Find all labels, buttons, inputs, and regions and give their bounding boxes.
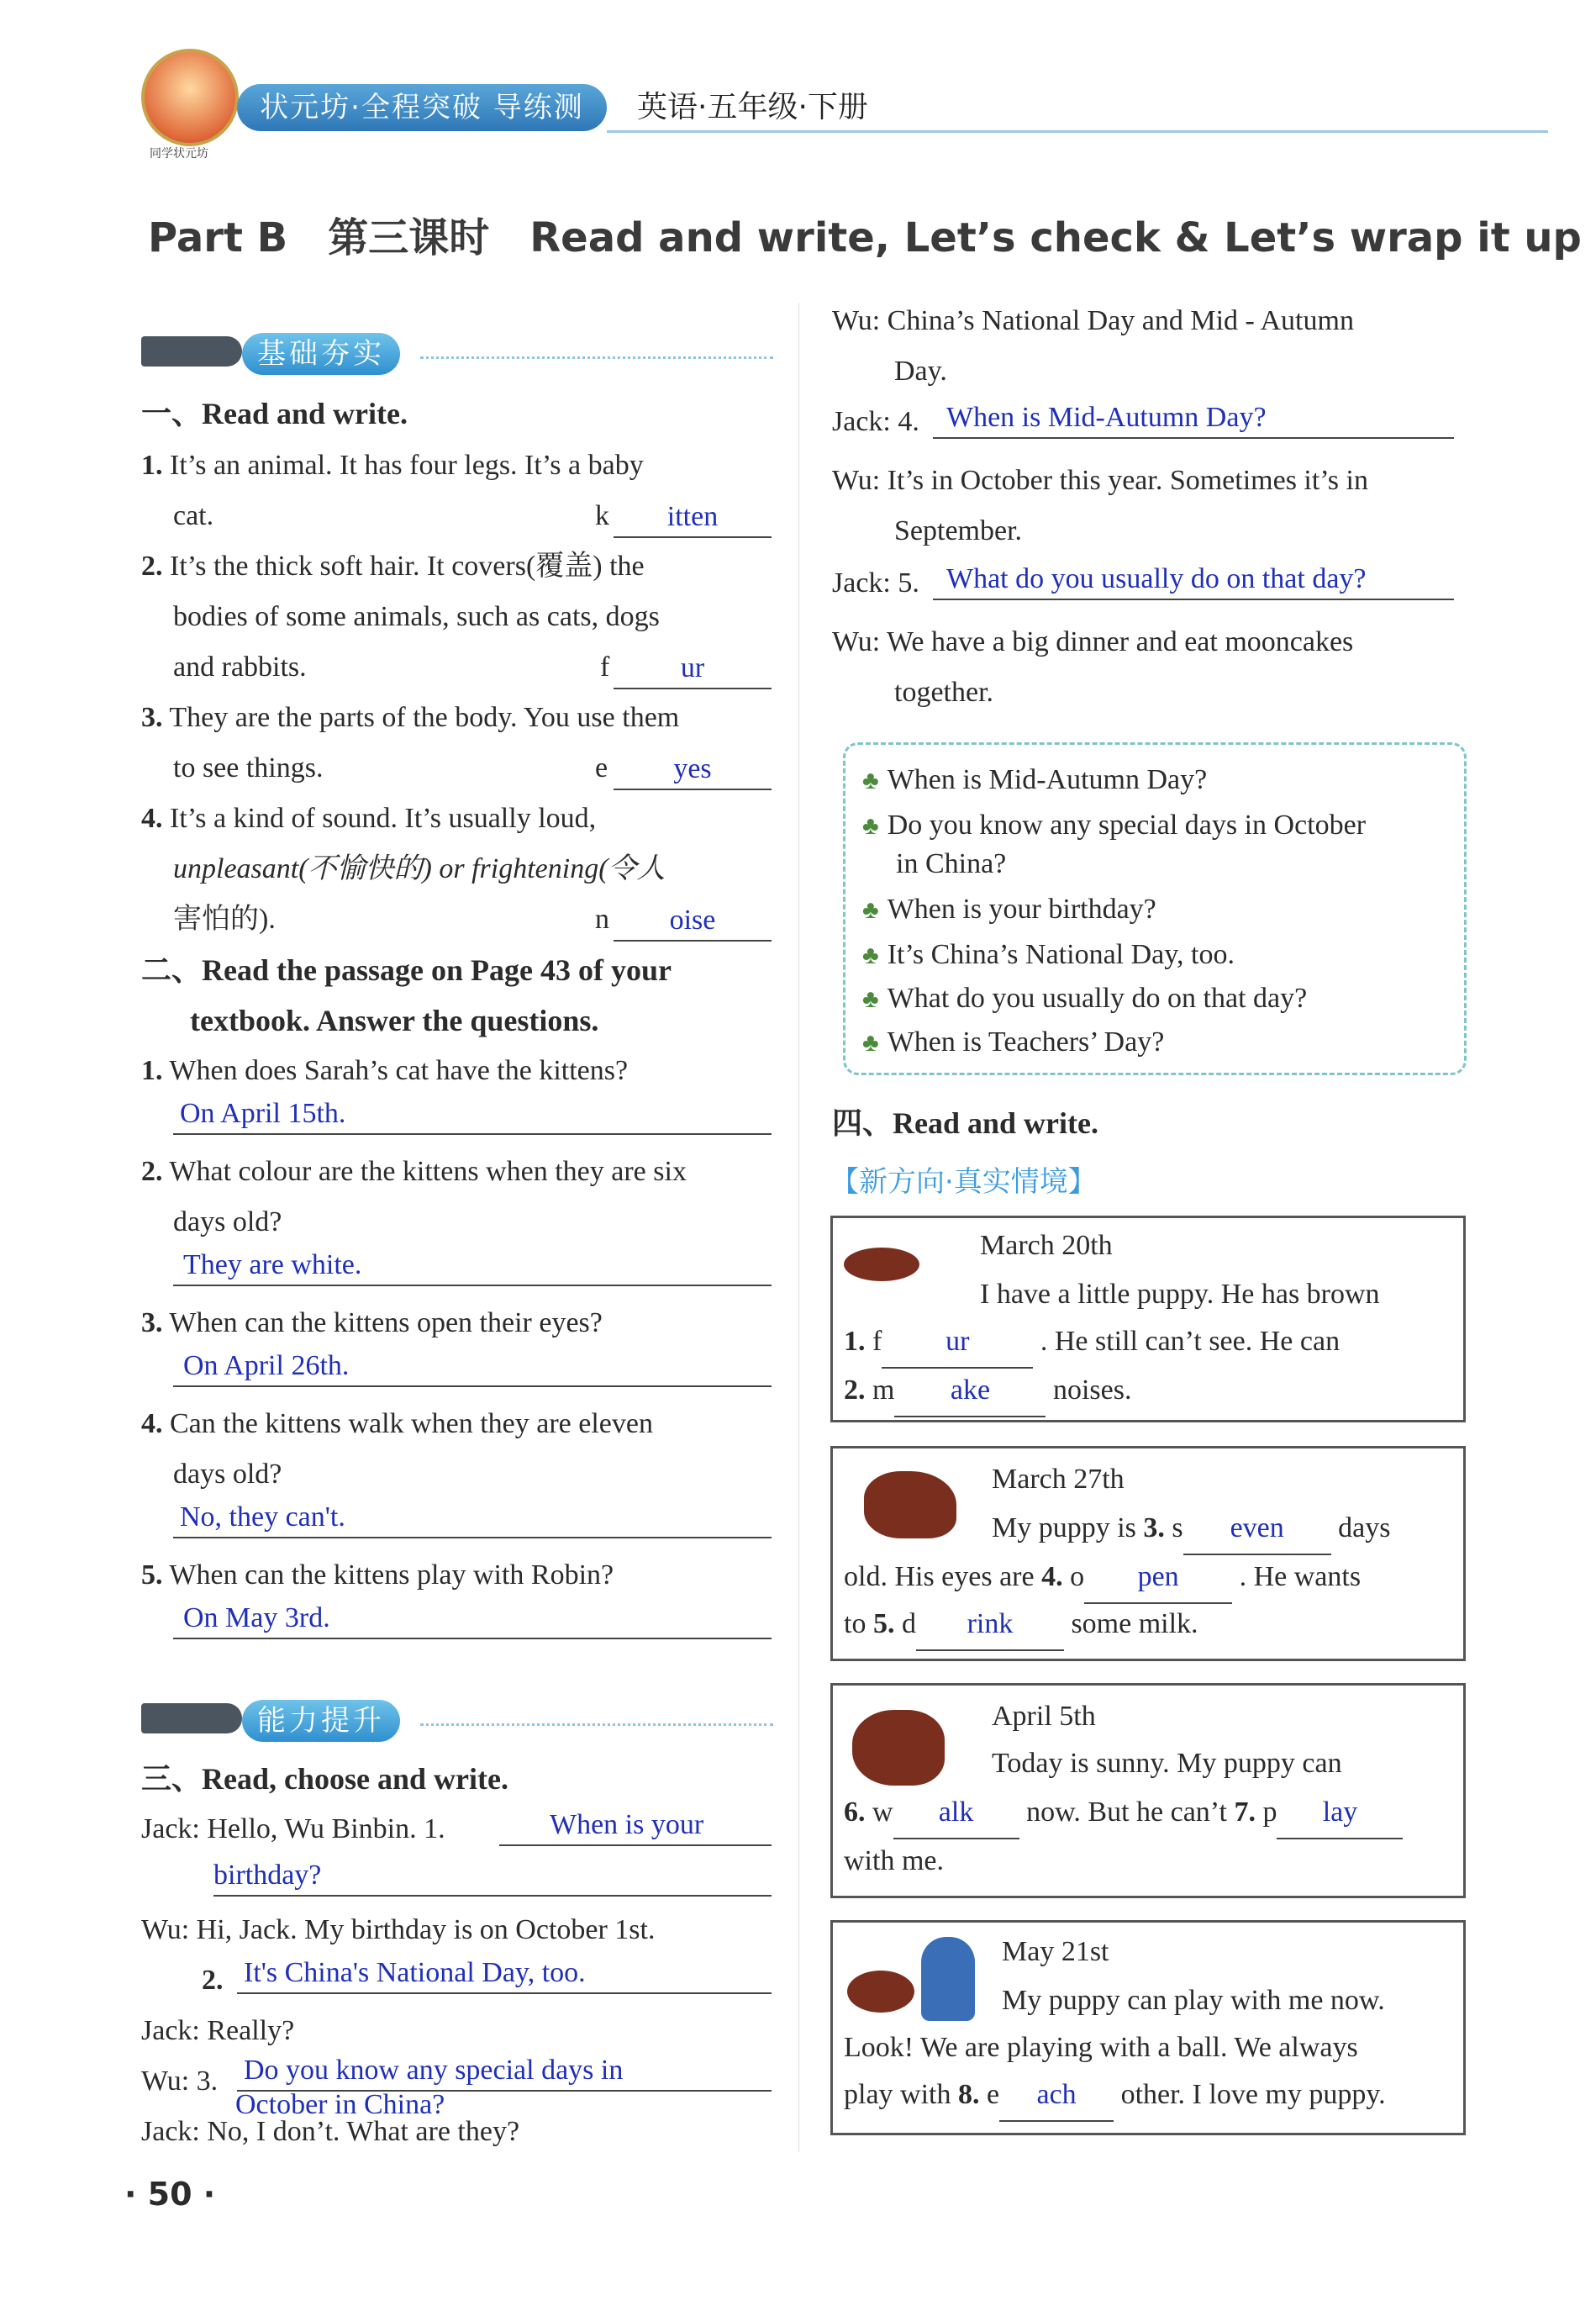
part1-prefix: n [595, 904, 609, 935]
column-divider [798, 303, 799, 2152]
answer-text: October in China? [235, 2089, 445, 2120]
logo-tagline: 同学状元坊 [150, 147, 208, 161]
dialogue-line: Jack: 5. [832, 567, 919, 599]
answer-blank[interactable]: alk [893, 1787, 1019, 1839]
part1-item-text: to see things. [173, 752, 324, 784]
diary-date: May 21st [1002, 1936, 1109, 1967]
tree-icon: ♣ [862, 1029, 879, 1057]
part1-item-text: unpleasant(不愉快的) or frightening(令人 [173, 853, 666, 884]
answer-line[interactable]: They are white. [173, 1239, 772, 1286]
puppy-icon [852, 1710, 945, 1786]
part4-tag: 【新方向·真实情境】 [830, 1165, 1097, 1199]
answer-line[interactable]: When is your [499, 1799, 772, 1846]
dialogue-line: September. [894, 515, 1023, 546]
answer-line[interactable]: On April 15th. [173, 1088, 772, 1135]
puppy-icon [864, 1471, 956, 1538]
part2-question: 1. When does Sarah’s cat have the kittens? [141, 1055, 629, 1086]
brand-banner: 状元坊·全程突破 导练测 [237, 84, 607, 131]
dialogue-line: Day. [894, 356, 947, 387]
option-item[interactable]: ♣ Do you know any special days in October [862, 810, 1367, 841]
option-item[interactable]: ♣ When is Teachers’ Day? [862, 1026, 1165, 1058]
diary-date: April 5th [992, 1701, 1096, 1732]
tree-icon: ♣ [862, 767, 879, 794]
puppy-icon [847, 1971, 914, 2013]
part1-item: 4. It’s a kind of sound. It’s usually loud, [141, 803, 597, 834]
part1-item-text: cat. [173, 500, 214, 531]
dialogue-line: Wu: Hi, Jack. My birthday is on October 1st. [141, 1914, 656, 1945]
part1-item: 1. It’s an animal. It has four legs. It’s a baby [141, 450, 644, 481]
pencil-icon [141, 1703, 242, 1733]
dialogue-number: 2. [202, 1965, 224, 1996]
part1-prefix: f [600, 652, 610, 683]
tree-icon: ♣ [862, 896, 879, 924]
part2-question-cont: days old? [173, 1206, 282, 1237]
part2-question: 4. Can the kittens walk when they are eleven [141, 1408, 653, 1439]
diary-text: play with 8. e ach other. I love my puppy. [844, 2070, 1386, 2122]
page-title: Part B 第三课时 Read and write, Let’s check & Let’s wrap it up [148, 214, 1582, 261]
section-divider [420, 1723, 773, 1726]
option-item-cont: in China? [896, 848, 1007, 879]
answer-line[interactable]: It's China's National Day, too. [237, 1947, 772, 1994]
option-item[interactable]: ♣ When is Mid-Autumn Day? [862, 764, 1208, 795]
boy-icon [921, 1937, 975, 2021]
section-ability: 能力提升 [242, 1700, 400, 1742]
subject-label: 英语·五年级·下册 [637, 90, 868, 124]
part2-heading-cont: textbook. Answer the questions. [190, 1004, 599, 1037]
part2-heading: 二、Read the passage on Page 43 of your [141, 953, 672, 987]
answer-line[interactable]: What do you usually do on that day? [933, 553, 1454, 600]
answer-blank[interactable]: itten [614, 491, 772, 538]
option-item[interactable]: ♣ It’s China’s National Day, too. [862, 939, 1235, 970]
answer-line[interactable]: birthday? [213, 1849, 772, 1897]
answer-line[interactable]: On April 26th. [173, 1340, 772, 1387]
answer-blank[interactable]: ur [614, 642, 772, 689]
diary-text: Today is sunny. My puppy can [992, 1748, 1342, 1779]
answer-line[interactable]: On May 3rd. [173, 1592, 772, 1639]
dialogue-line: together. [894, 677, 994, 708]
answer-blank[interactable]: lay [1277, 1787, 1403, 1839]
answer-line[interactable]: No, they can't. [173, 1491, 772, 1538]
diary-text: 1. f ur . He still can’t see. He can [844, 1316, 1454, 1369]
dialogue-line: Wu: It’s in October this year. Sometimes it’s in [832, 465, 1368, 496]
part2-question-cont: days old? [173, 1459, 282, 1490]
diary-text: Look! We are playing with a ball. We always [844, 2032, 1358, 2063]
answer-blank[interactable]: oise [614, 894, 772, 942]
dialogue-line: Jack: Hello, Wu Binbin. 1. [141, 1813, 445, 1844]
logo-icon [141, 49, 239, 146]
answer-line[interactable]: When is Mid-Autumn Day? [933, 392, 1454, 439]
part1-heading: 一、Read and write. [141, 397, 408, 430]
page-number: · 50 · [124, 2176, 216, 2213]
diary-text: I have a little puppy. He has brown [980, 1279, 1380, 1310]
diary-text: My puppy is 3. s even days [992, 1503, 1390, 1555]
puppy-icon [844, 1248, 919, 1281]
answer-line[interactable]: Do you know any special days in [237, 2045, 772, 2092]
answer-blank[interactable]: ake [894, 1365, 1046, 1417]
part1-item: 2. It’s the thick soft hair. It covers(覆盖) the [141, 551, 645, 582]
tree-icon: ♣ [862, 942, 879, 969]
dialogue-line: Jack: 4. [832, 406, 919, 437]
part1-item-text: 害怕的). [173, 904, 276, 935]
diary-text: old. His eyes are 4. o pen . He wants [844, 1552, 1361, 1604]
part2-question: 3. When can the kittens open their eyes? [141, 1307, 603, 1338]
part1-item-text: and rabbits. [173, 652, 307, 683]
diary-text: 6. w alk now. But he can’t 7. p lay [844, 1787, 1403, 1839]
diary-text: with me. [844, 1845, 944, 1876]
diary-text: My puppy can play with me now. [1002, 1985, 1385, 2016]
answer-blank[interactable]: rink [916, 1599, 1064, 1651]
tree-icon: ♣ [862, 985, 879, 1013]
section-basic: 基础夯实 [242, 333, 400, 375]
part3-heading: 三、Read, choose and write. [141, 1762, 508, 1796]
part4-heading: 四、Read and write. [832, 1106, 1098, 1140]
pencil-icon [141, 336, 242, 367]
diary-date: March 20th [980, 1230, 1113, 1261]
answer-blank[interactable]: pen [1084, 1552, 1232, 1604]
dialogue-line: Jack: Really? [141, 2015, 295, 2046]
part1-item-text: bodies of some animals, such as cats, dogs [173, 601, 660, 632]
diary-text: 2. m ake noises. [844, 1365, 1131, 1417]
part2-question: 2. What colour are the kittens when they are six [141, 1156, 687, 1187]
tree-icon: ♣ [862, 812, 879, 840]
answer-blank[interactable]: even [1183, 1503, 1331, 1555]
answer-blank[interactable]: ur [882, 1316, 1033, 1369]
diary-date: March 27th [992, 1464, 1125, 1495]
answer-blank[interactable]: ach [999, 2070, 1114, 2122]
part1-prefix: e [595, 752, 608, 784]
part1-prefix: k [595, 500, 609, 531]
section-divider [420, 356, 773, 359]
answer-blank[interactable]: yes [614, 743, 772, 790]
diary-text: to 5. d rink some milk. [844, 1599, 1198, 1651]
part2-question: 5. When can the kittens play with Robin? [141, 1559, 614, 1591]
part1-item: 3. They are the parts of the body. You use them [141, 702, 680, 733]
dialogue-line: Jack: No, I don’t. What are they? [141, 2116, 520, 2147]
option-item[interactable]: ♣ What do you usually do on that day? [862, 983, 1308, 1014]
option-item[interactable]: ♣ When is your birthday? [862, 894, 1156, 925]
dialogue-line: Wu: China’s National Day and Mid - Autumn [832, 305, 1354, 336]
dialogue-line: Wu: 3. [141, 2066, 219, 2097]
dialogue-line: Wu: We have a big dinner and eat mooncakes [832, 626, 1354, 657]
header-rule [607, 130, 1548, 133]
